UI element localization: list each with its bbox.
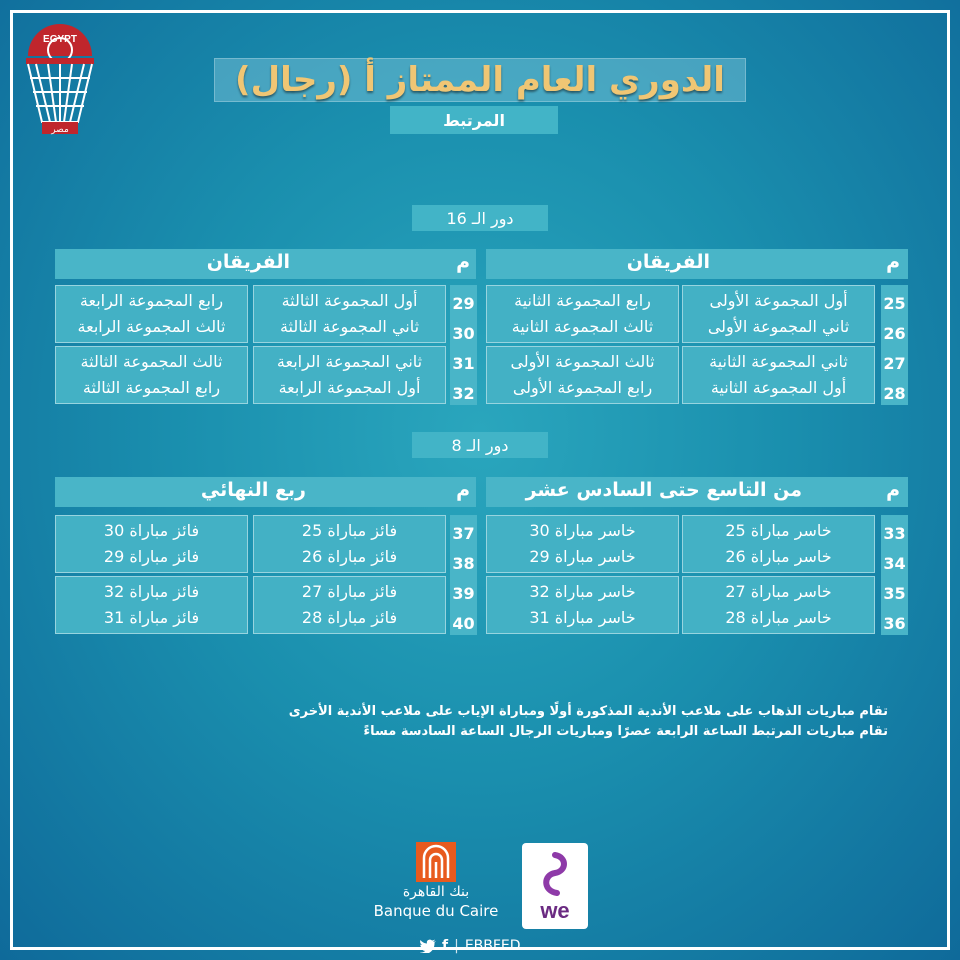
match-number: 39 (452, 584, 475, 603)
round8-team-a-cell (253, 576, 446, 634)
round8-team-a-cell (682, 576, 875, 634)
round8-team-a-cell (253, 515, 446, 573)
team-name: ثالث المجموعة الأولى (510, 352, 655, 371)
team-name: فائز مباراة 27 (301, 582, 398, 601)
team-name: خاسر مباراة 31 (529, 608, 636, 627)
round16-header-right (486, 249, 908, 279)
match-number: 33 (883, 524, 906, 543)
facebook-icon[interactable]: f (442, 938, 449, 954)
logo-sub: مصر (51, 125, 69, 135)
round16-col-m-right: م (886, 251, 900, 273)
note-line: تقام مباريات المرتبط الساعة الرابعة عصرًا ومباريات الرجال الساعة السادسة مساءً (363, 724, 888, 739)
note-line: تقام مباريات الذهاب على ملاعب الأندية المذكورة أولًا ومباراة الإياب على ملاعب الأندية الأخرى (288, 704, 888, 719)
round16-team-a-cell (682, 285, 875, 343)
match-number: 30 (452, 324, 475, 343)
team-name: ثالث المجموعة الثالثة (80, 352, 223, 371)
round8-team-b-cell (55, 515, 248, 573)
team-name: فائز مباراة 30 (103, 521, 200, 540)
bank-name-ar: بنك القاهرة (402, 884, 470, 900)
team-name: خاسر مباراة 32 (529, 582, 636, 601)
team-name: خاسر مباراة 28 (725, 608, 832, 627)
match-number: 31 (452, 354, 475, 373)
team-name: خاسر مباراة 27 (725, 582, 832, 601)
round16-team-b-cell (486, 346, 679, 404)
round8-team-b-cell (486, 576, 679, 634)
round16-team-b-cell (55, 346, 248, 404)
team-name: فائز مباراة 29 (103, 547, 200, 566)
round8-col-quarter: ربع النهائي (200, 479, 306, 501)
round16-label: دور الـ 16 (412, 205, 548, 231)
team-name: أول المجموعة الثانية (710, 378, 847, 397)
team-name: رابع المجموعة الثالثة (82, 378, 221, 397)
team-name: ثالث المجموعة الثانية (511, 317, 654, 336)
round8-col-m-right: م (886, 479, 900, 501)
match-number: 35 (883, 584, 906, 603)
round16-header-left (55, 249, 476, 279)
round16-col-teams-left: الفريقان (206, 251, 290, 273)
team-name: خاسر مباراة 29 (529, 547, 636, 566)
team-name: خاسر مباراة 25 (725, 521, 832, 540)
bank-icon (416, 842, 456, 882)
team-name: أول المجموعة الرابعة (278, 378, 421, 397)
round16-col-teams-right: الفريقان (626, 251, 710, 273)
round16-team-b-cell (55, 285, 248, 343)
round8-col-m-left: م (456, 479, 470, 501)
match-number: 26 (883, 324, 906, 343)
team-name: أول المجموعة الثالثة (281, 291, 418, 310)
team-name: ثاني المجموعة الثالثة (279, 317, 420, 336)
team-name: ثاني المجموعة الأولى (707, 317, 850, 336)
round16-col-m-left: م (456, 251, 470, 273)
match-number: 40 (452, 614, 475, 633)
match-number: 25 (883, 294, 906, 313)
round16-team-a-cell (682, 346, 875, 404)
match-number: 29 (452, 294, 475, 313)
team-name: أول المجموعة الأولى (709, 291, 848, 310)
team-name: رابع المجموعة الثانية (514, 291, 651, 310)
we-logo (522, 843, 588, 929)
social-handle[interactable]: EBBFED (464, 938, 521, 954)
match-number: 38 (452, 554, 475, 573)
social-footer (420, 938, 521, 954)
match-number: 36 (883, 614, 906, 633)
team-name: خاسر مباراة 30 (529, 521, 636, 540)
round16-team-a-cell (253, 346, 446, 404)
match-number: 37 (452, 524, 475, 543)
team-name: فائز مباراة 28 (301, 608, 398, 627)
match-number: 28 (883, 384, 906, 403)
team-name: رابع المجموعة الرابعة (79, 291, 224, 310)
logo-text: EGYPT (43, 34, 77, 45)
we-text: we (540, 898, 570, 923)
team-name: فائز مباراة 25 (301, 521, 398, 540)
round8-team-a-cell (682, 515, 875, 573)
round8-label: دور الـ 8 (412, 432, 548, 458)
team-name: رابع المجموعة الأولى (512, 378, 653, 397)
team-name: خاسر مباراة 26 (725, 547, 832, 566)
team-name: ثاني المجموعة الثانية (709, 352, 848, 371)
team-name: فائز مباراة 26 (301, 547, 398, 566)
round16-team-a-cell (253, 285, 446, 343)
bank-name-fr: Banque du Caire (373, 902, 499, 920)
match-number: 27 (883, 354, 906, 373)
team-name: ثالث المجموعة الرابعة (77, 317, 226, 336)
round8-col-placement: من التاسع حتى السادس عشر (525, 479, 802, 501)
divider: | (454, 938, 459, 954)
round8-team-b-cell (486, 515, 679, 573)
page-title: الدوري العام الممتاز أ (رجال) (235, 60, 725, 100)
we-icon (535, 851, 575, 897)
federation-logo (22, 22, 98, 136)
round8-team-b-cell (55, 576, 248, 634)
round16-team-b-cell (486, 285, 679, 343)
twitter-icon[interactable] (420, 939, 436, 953)
page-subtitle: المرتبط (443, 110, 505, 130)
team-name: فائز مباراة 32 (103, 582, 200, 601)
notes (260, 702, 888, 742)
round8-header-left (55, 477, 476, 507)
banque-du-caire-logo (362, 842, 510, 932)
match-number: 32 (452, 384, 475, 403)
team-name: فائز مباراة 31 (103, 608, 200, 627)
round8-header-right (486, 477, 908, 507)
subtitle-box (390, 106, 558, 134)
title-box (214, 58, 746, 102)
team-name: ثاني المجموعة الرابعة (276, 352, 423, 371)
match-number: 34 (883, 554, 906, 573)
